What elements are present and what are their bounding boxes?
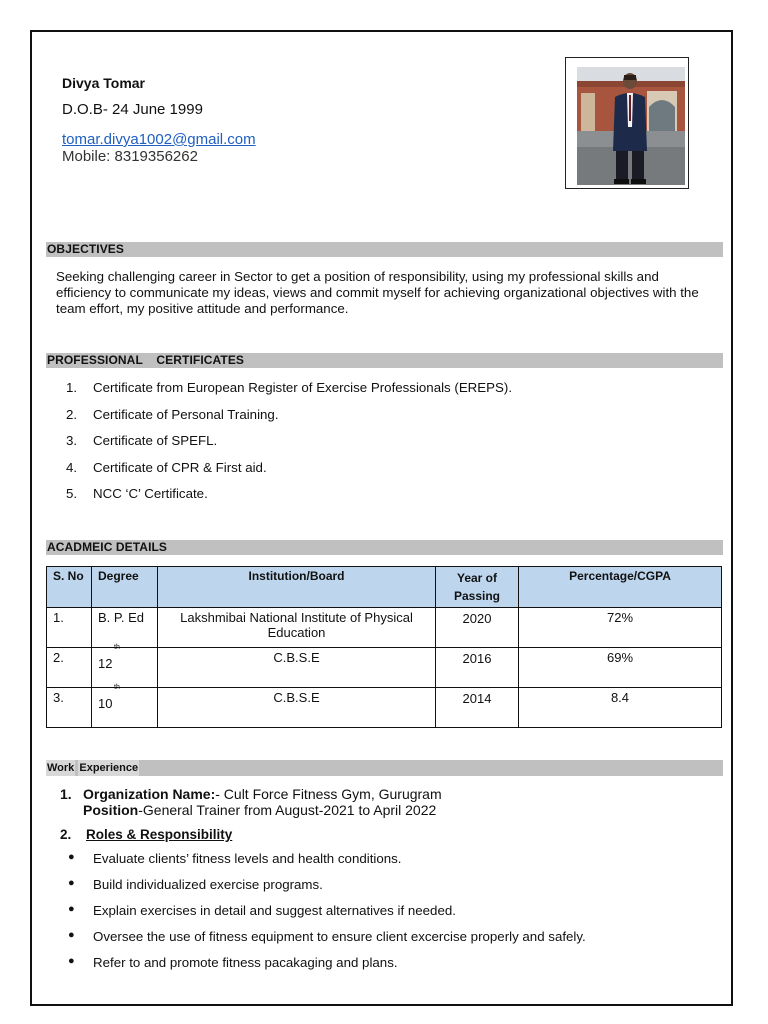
header-sno: S. No [47,567,92,608]
list-item: ● Refer to and promote fitness pacakaging and plans. [68,955,586,981]
table-row: 1. B. P. Ed Lakshmibai National Institute of Physical Education 2020 72% [47,608,722,648]
list-item: ● Oversee the use of fitness equipment to ensure client excercise properly and safely. [68,929,586,955]
academic-heading: ACADMEIC DETAILS [46,540,723,555]
bullet-icon: ● [68,903,75,915]
bullet-icon: ● [68,851,75,863]
list-item: 3. Certificate of SPEFL. [66,433,218,448]
list-item: 1. Certificate from European Register of Exercise Professionals (EREPS). [66,380,513,395]
roles-heading: 2. Roles & Responsibility [60,827,233,842]
organization-entry: 1. Organization Name:- Cult Force Fitness Gym, Gurugram Position-General Trainer from August-2021 to April 2022 [60,786,442,818]
header-degree: Degree [92,567,158,608]
objectives-heading: OBJECTIVES [46,242,723,257]
work-experience-heading: Work Experience [46,760,723,776]
certificates-heading: PROFESSIONAL CERTIFICATES [46,353,723,368]
date-of-birth: D.O.B- 24 June 1999 [62,101,203,118]
academic-table [46,566,722,728]
list-item: 2. Certificate of Personal Training. [66,406,279,422]
responsibilities-list [68,851,586,981]
table-row: 3. th 10 C.B.S.E 2014 8.4 [47,688,722,728]
candidate-name: Divya Tomar [62,75,145,91]
list-item: ● Build individualized exercise programs. [68,877,586,903]
bullet-icon: ● [68,877,75,889]
list-item: ● Explain exercises in detail and suggest alternatives if needed. [68,903,586,929]
list-item: ● Evaluate clients’ fitness levels and health conditions. [68,851,586,877]
email-link[interactable]: tomar.divya1002@gmail.com [62,131,256,148]
bullet-icon: ● [68,955,75,967]
profile-photo [565,57,689,189]
profile-photo-image [577,67,685,185]
objective-text: Seeking challenging career in Sector to get a position of responsibility, using my professional skills and efficiency to communicate my ideas, views and commit myself for achieving organizational objectives with the team effort, my positive attitude and performance. [56,269,699,316]
header-institution: Institution/Board [158,567,436,608]
header-score: Percentage/CGPA [519,567,722,608]
bullet-icon: ● [68,929,75,941]
table-header-row [47,567,722,608]
table-row: 2. th 12 C.B.S.E 2016 69% [47,648,722,688]
mobile-number: Mobile: 8319356262 [62,148,198,165]
list-item: 5. NCC ‘C’ Certificate. [66,486,208,501]
header-year: Year of Passing [436,567,519,608]
list-item: 4. Certificate of CPR & First aid. [66,459,267,475]
certificates-list [66,380,512,513]
